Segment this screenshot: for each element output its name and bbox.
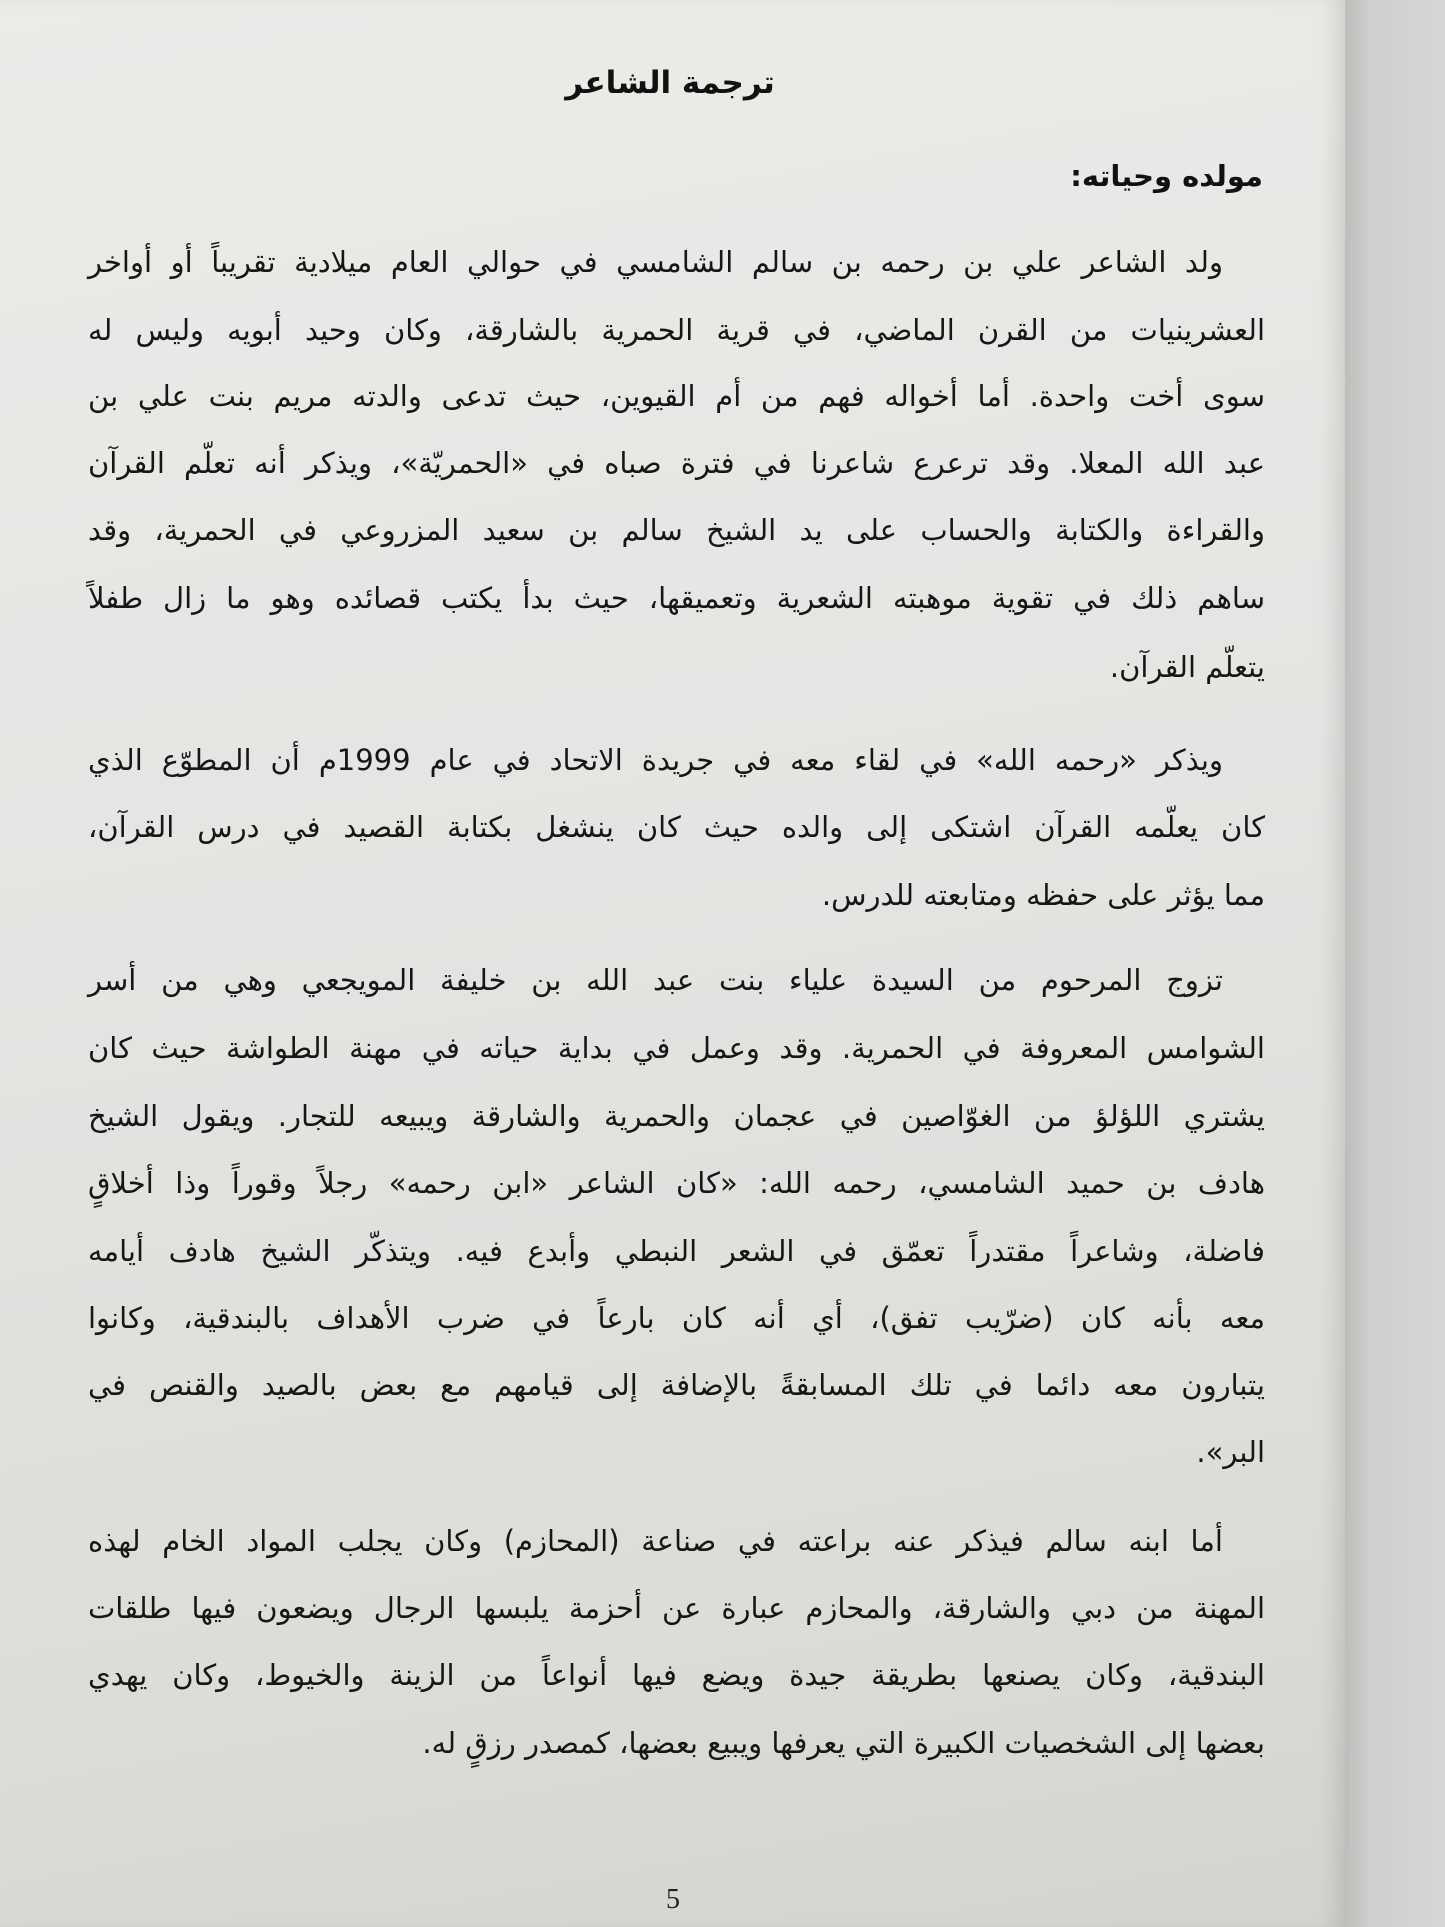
text-line: البندقية، وكان يصنعها بطريقة جيدة ويضع فيها أنواعاً من الزينة والخيوط، وكان يهدي <box>88 1658 1265 1692</box>
text-line: يتعلّم القرآن. <box>1109 650 1265 684</box>
text-line: يتبارون معه دائما في تلك المسابقةً بالإضافة إلى قيامهم مع بعض بالصيد والقنص في <box>88 1368 1265 1402</box>
text-line: مما يؤثر على حفظه ومتابعته للدرس. <box>821 878 1265 912</box>
adjacent-page-edge <box>1345 0 1445 1927</box>
text-line: أما ابنه سالم فيذكر عنه براعته في صناعة (المحازم) وكان يجلب المواد الخام لهذه <box>88 1524 1223 1558</box>
text-line: معه بأنه كان (ضرّيب تفق)، أي أنه كان بارعاً في ضرب الأهداف بالبندقية، وكانوا <box>88 1301 1265 1335</box>
text-line: سوى أخت واحدة. أما أخواله فهم من أم القيوين، حيث تدعى والدته مريم بنت علي بن <box>88 379 1265 413</box>
text-line: ساهم ذلك في تقوية موهبته الشعرية وتعميقها، حيث بدأ يكتب قصائده وهو ما زال طفلاً <box>88 581 1265 615</box>
page-title: ترجمة الشاعر <box>565 65 775 101</box>
text-line: فاضلة، وشاعراً مقتدراً تعمّق في الشعر النبطي وأبدع فيه. ويتذكّر الشيخ هادف أيامه <box>88 1234 1265 1268</box>
text-line: ولد الشاعر علي بن رحمه بن سالم الشامسي في حوالي العام ميلادية تقريباً أو أواخر <box>88 245 1223 279</box>
text-line: المهنة من دبي والشارقة، والمحازم عبارة عن أحزمة يلبسها الرجال ويضعون فيها طلقات <box>88 1591 1265 1625</box>
text-line: يشتري اللؤلؤ من الغوّاصين في عجمان والحمرية والشارقة ويبيعه للتجار. ويقول الشيخ <box>88 1099 1265 1133</box>
text-line: البر». <box>1196 1435 1265 1469</box>
page-number: 5 <box>666 1884 680 1915</box>
text-line: عبد الله المعلا. وقد ترعرع شاعرنا في فترة صباه في «الحمريّة»، ويذكر أنه تعلّم القرآن <box>88 446 1265 480</box>
text-line: تزوج المرحوم من السيدة علياء بنت عبد الله بن خليفة المويجعي وهي من أسر <box>88 963 1223 997</box>
text-line: ويذكر «رحمه الله» في لقاء معه في جريدة الاتحاد في عام 1999م أن المطوّع الذي <box>88 743 1223 777</box>
text-line: العشرينيات من القرن الماضي، في قرية الحمرية بالشارقة، وكان وحيد أبويه وليس له <box>88 313 1265 347</box>
text-line: بعضها إلى الشخصيات الكبيرة التي يعرفها ويبيع بعضها، كمصدر رزقٍ له. <box>422 1726 1265 1760</box>
section-heading: مولده وحياته: <box>1070 159 1263 193</box>
text-line: كان يعلّمه القرآن اشتكى إلى والده حيث كان ينشغل بكتابة القصيد في درس القرآن، <box>88 810 1265 844</box>
text-line: هادف بن حميد الشامسي، رحمه الله: «كان الشاعر «ابن رحمه» رجلاً وقوراً وذا أخلاقٍ <box>88 1166 1265 1200</box>
text-line: والقراءة والكتابة والحساب على يد الشيخ سالم بن سعيد المزروعي في الحمرية، وقد <box>88 513 1265 547</box>
text-line: الشوامس المعروفة في الحمرية. وقد وعمل في بداية حياته في مهنة الطواشة حيث كان <box>88 1031 1265 1065</box>
